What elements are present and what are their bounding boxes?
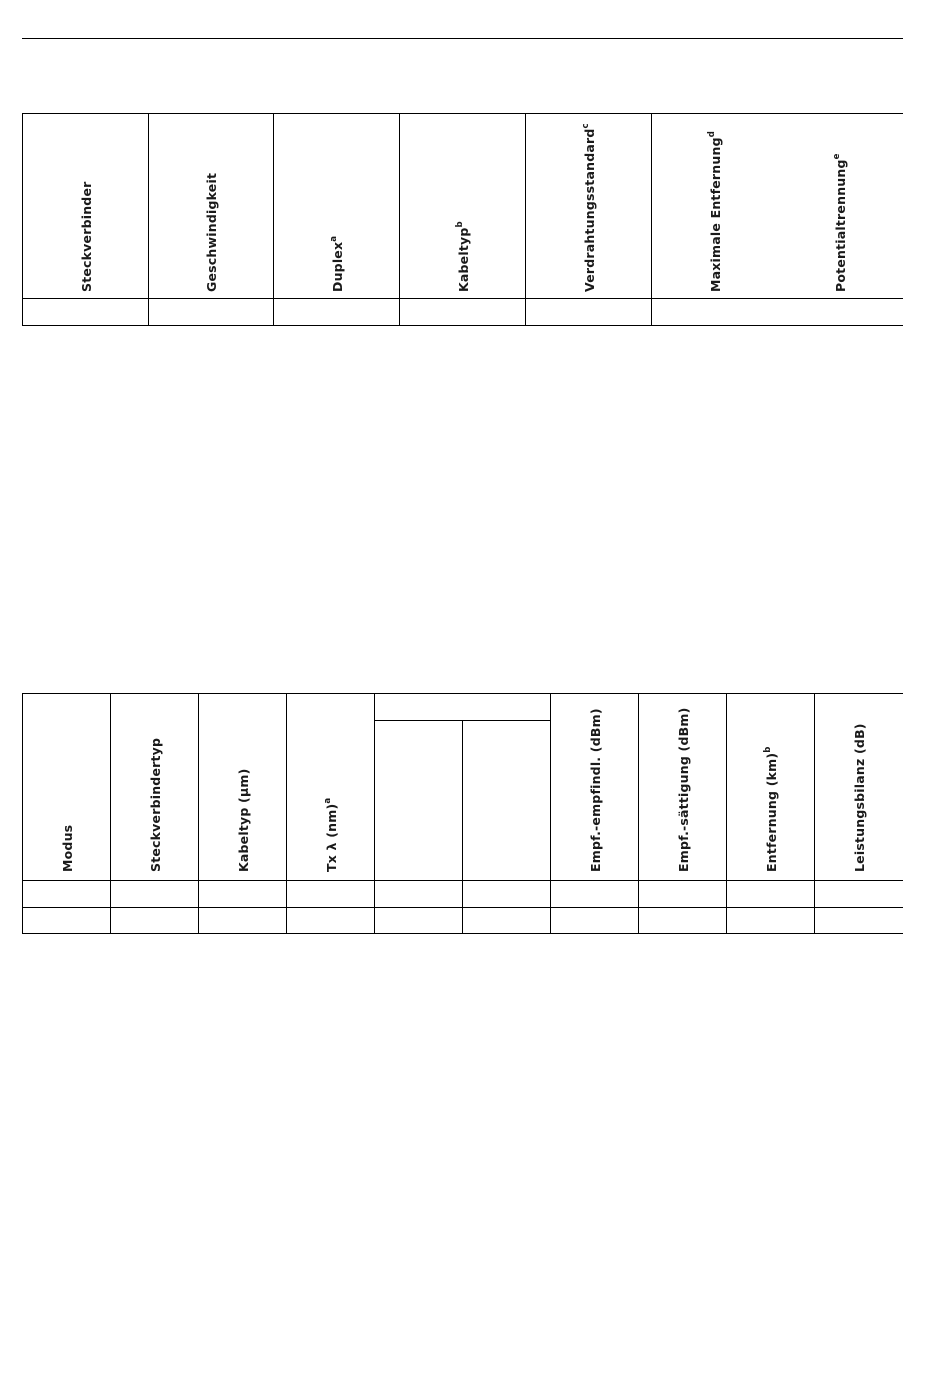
header-text: Kabeltyp: [456, 227, 471, 292]
footnote-marker: c: [581, 123, 591, 129]
table-1-header-steckverbinder: [79, 182, 94, 293]
table-1-header-maximale-entfernung: [708, 131, 723, 292]
header-text: Empf.-empfindl. (dBm): [588, 708, 603, 872]
footnote-marker: a: [329, 235, 339, 242]
footnote-marker: b: [763, 746, 773, 753]
header-text: Potentialtrennung: [833, 159, 848, 292]
header-text: Steckverbindertyp: [148, 737, 163, 872]
table-1-header-kabeltyp: [456, 221, 471, 292]
table-1-column-divider: [273, 113, 274, 326]
table-2-subheader-cell: [374, 720, 462, 880]
table-1-cell: [273, 298, 399, 325]
header-text: Kabeltyp (µm): [236, 768, 251, 872]
table-2-header-modus: [60, 825, 75, 872]
table-2-header-empf-saettigung: [676, 708, 691, 872]
header-text: Modus: [60, 824, 75, 872]
table-1-header-potentialtrennung: [833, 153, 848, 292]
table-1-column-divider: [525, 113, 526, 326]
table-2-header-tx-wavelength: [324, 798, 339, 872]
table-1-column-divider: [399, 113, 400, 326]
table-2-header-empf-empfindl: [588, 708, 603, 872]
table-1-cell: [525, 298, 651, 325]
header-text: Empf.-sättigung (dBm): [676, 707, 691, 872]
table-1-header-geschwindigkeit: [204, 173, 219, 292]
header-text: Verdrahtungsstandard: [582, 128, 597, 292]
footnote-marker: d: [707, 130, 717, 138]
table-1-bottom-border: [22, 325, 903, 326]
table-1-header-duplex: [330, 236, 345, 292]
table-1-header-verdrahtungsstandard: [582, 123, 597, 292]
table-1-cell: [651, 298, 903, 325]
table-2-header-kabeltyp: [236, 768, 251, 872]
header-text: Leistungsbilanz (dB): [852, 723, 867, 872]
table-2-group-header-cell: [374, 693, 550, 720]
header-text: Entfernung (km): [764, 752, 779, 872]
header-text: Tx λ (nm): [324, 803, 339, 872]
table-row: [22, 907, 903, 933]
table-2-subheader-cell: [462, 720, 550, 880]
table-1-column-divider: [651, 113, 652, 326]
header-text: Steckverbinder: [79, 181, 94, 292]
table-2-header-steckverbindertyp: [148, 738, 163, 872]
table-1-left-border: [22, 113, 23, 326]
table-1-column-divider: [148, 113, 149, 326]
header-text: Geschwindigkeit: [204, 172, 219, 292]
table-2-header-entfernung: [764, 746, 779, 872]
table-2-header-leistungsbilanz: [852, 723, 867, 872]
header-text: Duplex: [330, 241, 345, 292]
header-text: Maximale Entfernung: [708, 137, 723, 292]
table-1-cell: [22, 298, 148, 325]
table-1-cell: [148, 298, 273, 325]
footnote-marker: b: [455, 221, 465, 228]
page-top-rule: [22, 38, 903, 39]
footnote-marker: e: [832, 153, 842, 160]
table-1-top-border: [22, 113, 903, 114]
table-1-cell: [399, 298, 525, 325]
footnote-marker: a: [323, 797, 333, 804]
table-row: [22, 880, 903, 907]
